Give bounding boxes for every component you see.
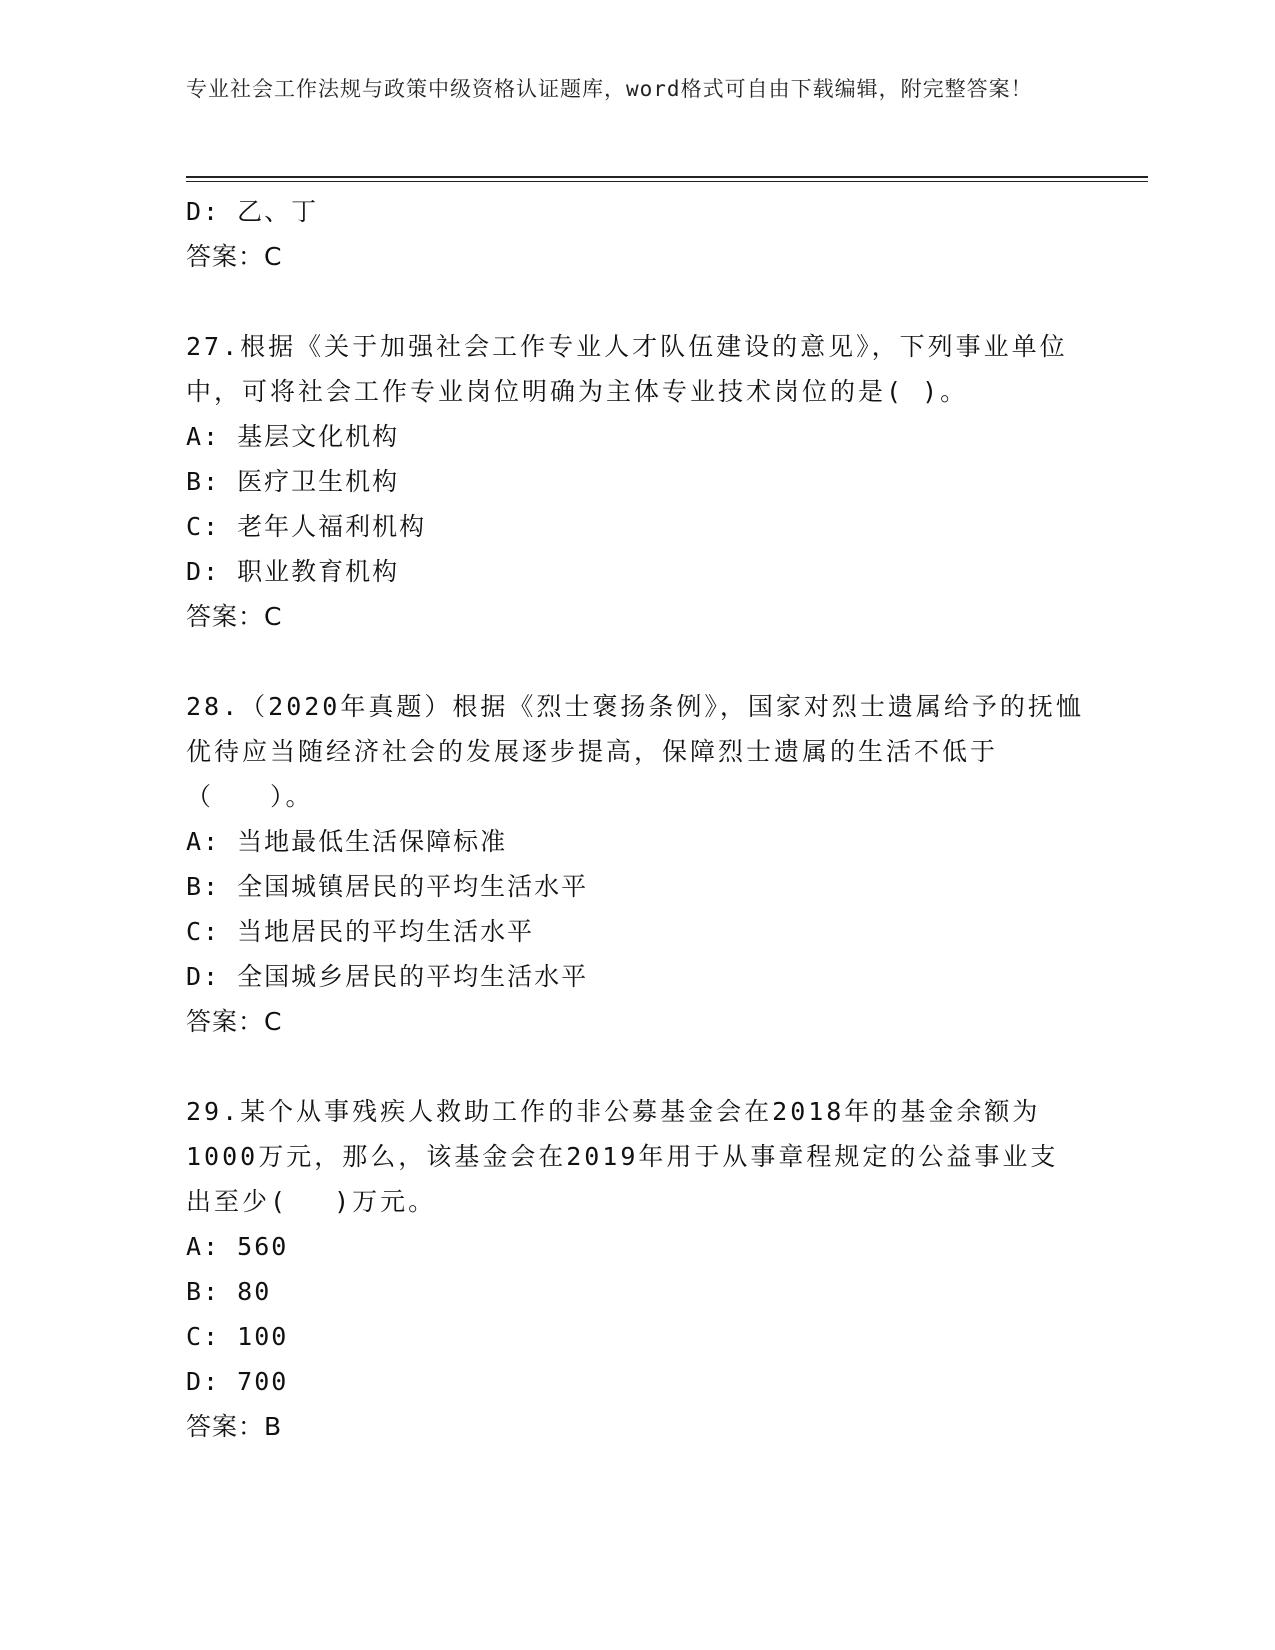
spacer xyxy=(186,1044,1086,1089)
question-content xyxy=(186,189,1086,1449)
answer-line: 答案：C xyxy=(186,1007,283,1036)
question-28 xyxy=(186,684,1086,1044)
option-b: B: 医疗卫生机构 xyxy=(186,467,400,496)
option-a: A: 基层文化机构 xyxy=(186,422,400,451)
header-rule-thin xyxy=(186,181,1148,182)
question-27 xyxy=(186,324,1086,639)
answer-line: 答案：B xyxy=(186,1412,283,1441)
option-d: D: 全国城乡居民的平均生活水平 xyxy=(186,962,589,991)
option-a: A: 当地最低生活保障标准 xyxy=(186,827,508,856)
option-d: D: 职业教育机构 xyxy=(186,557,400,586)
header-rule-thick xyxy=(186,176,1148,178)
question-29 xyxy=(186,1089,1086,1449)
option-d: D: 700 xyxy=(186,1367,289,1396)
option-c: C: 当地居民的平均生活水平 xyxy=(186,917,535,946)
answer-line: 答案：C xyxy=(186,242,283,271)
page-header: 专业社会工作法规与政策中级资格认证题库，word格式可自由下载编辑，附完整答案！ xyxy=(186,77,1033,101)
option-b: B: 全国城镇居民的平均生活水平 xyxy=(186,872,589,901)
spacer xyxy=(186,639,1086,684)
question-stem: 28.（2020年真题）根据《烈士褒扬条例》，国家对烈士遗属给予的抚恤优待应当随经济社会的发展逐步提高，保障烈士遗属的生活不低于（ ）。 xyxy=(186,692,1084,811)
option-d: D: 乙、丁 xyxy=(186,197,319,226)
option-a: A: 560 xyxy=(186,1232,289,1261)
answer-line: 答案：C xyxy=(186,602,283,631)
option-b: B: 80 xyxy=(186,1277,272,1306)
question-stem: 29.某个从事残疾人救助工作的非公募基金会在2018年的基金余额为1000万元，那么，该基金会在2019年用于从事章程规定的公益事业支出至少( )万元。 xyxy=(186,1097,1059,1216)
question-stem: 27.根据《关于加强社会工作专业人才队伍建设的意见》，下列事业单位中，可将社会工作专业岗位明确为主体专业技术岗位的是( )。 xyxy=(186,332,1068,406)
spacer xyxy=(186,279,1086,324)
option-c: C: 100 xyxy=(186,1322,289,1351)
option-c: C: 老年人福利机构 xyxy=(186,512,427,541)
